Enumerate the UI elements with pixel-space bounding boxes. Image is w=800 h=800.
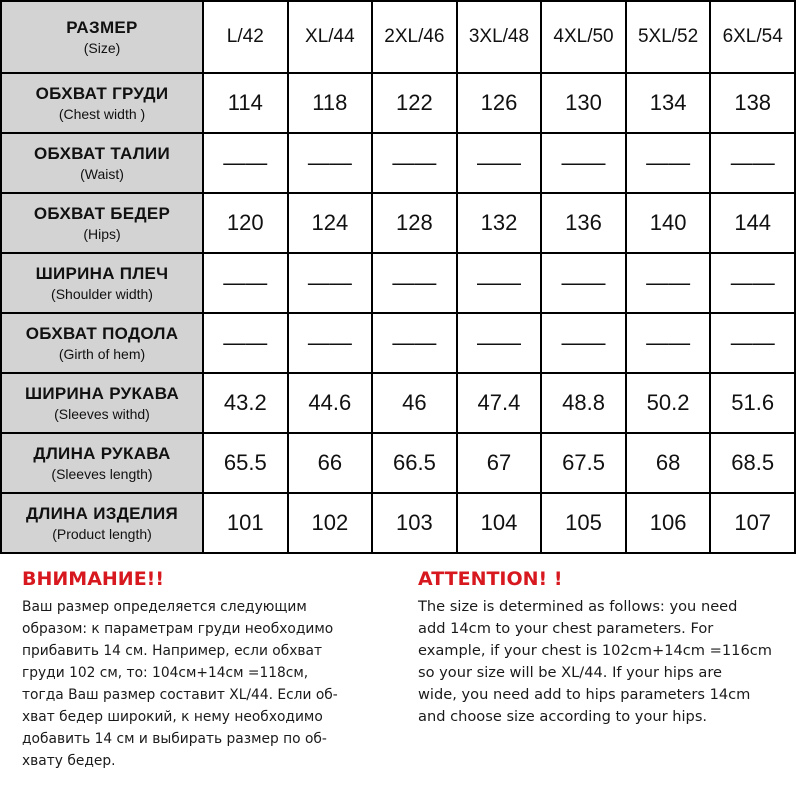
measurement-cell: —— — [203, 133, 288, 193]
row-label — [1, 73, 203, 133]
row-label — [1, 193, 203, 253]
notice-line: образом: к параметрам груди необходимо — [22, 621, 334, 637]
row-label — [1, 133, 203, 193]
size-header-row — [1, 1, 795, 73]
row-label-ru: ДЛИНА ИЗДЕЛИЯ — [25, 504, 179, 523]
measurement-cell: 132 — [457, 193, 542, 253]
row-label — [1, 493, 203, 553]
measurement-cell: 68 — [626, 433, 711, 493]
row-label — [1, 313, 203, 373]
row-label — [1, 253, 203, 313]
measurement-cell: —— — [372, 133, 457, 193]
notice-line: example, if your chest is 102cm+14cm =116cm — [418, 642, 772, 659]
measurement-cell: —— — [710, 253, 795, 313]
measurement-cell: 47.4 — [457, 373, 542, 433]
row-label — [1, 433, 203, 493]
measurement-cell: 124 — [288, 193, 373, 253]
measurement-cell: 66 — [288, 433, 373, 493]
row-label-en: (Chest width ) — [58, 106, 146, 122]
measurement-cell: 130 — [541, 73, 626, 133]
measurement-cell: 68.5 — [710, 433, 795, 493]
measurement-cell: 107 — [710, 493, 795, 553]
table-row — [1, 373, 795, 433]
row-label-ru: ОБХВАТ ТАЛИИ — [33, 144, 171, 163]
table-row — [1, 253, 795, 313]
measurement-cell: 105 — [541, 493, 626, 553]
row-label-en: (Sleeves withd) — [54, 406, 150, 422]
measurement-cell: 122 — [372, 73, 457, 133]
measurement-cell: 66.5 — [372, 433, 457, 493]
measurement-cell: 44.6 — [288, 373, 373, 433]
row-label-ru: ДЛИНА РУКАВА — [33, 444, 171, 463]
measurement-cell: —— — [288, 133, 373, 193]
notice-line: груди 102 см, то: 104см+14см =118см, — [22, 665, 309, 681]
row-label-ru: ШИРИНА ПЛЕЧ — [35, 264, 169, 283]
size-column-header: L/42 — [203, 1, 288, 73]
table-row — [1, 313, 795, 373]
size-header-label-ru: РАЗМЕР — [66, 18, 138, 37]
measurement-cell: 134 — [626, 73, 711, 133]
measurement-cell: —— — [372, 313, 457, 373]
table-row — [1, 133, 795, 193]
measurement-cell: 67 — [457, 433, 542, 493]
measurement-cell: —— — [626, 253, 711, 313]
measurement-cell: 102 — [288, 493, 373, 553]
row-label-ru: ШИРИНА РУКАВА — [24, 384, 180, 403]
table-row — [1, 493, 795, 553]
notice-line: and choose size according to your hips. — [418, 708, 708, 725]
measurement-cell: 114 — [203, 73, 288, 133]
notice-russian-title: ВНИМАНИЕ!! — [22, 568, 165, 590]
size-column-header: 6XL/54 — [710, 1, 795, 73]
measurement-cell: 101 — [203, 493, 288, 553]
measurement-cell: 144 — [710, 193, 795, 253]
measurement-cell: —— — [541, 313, 626, 373]
table-row — [1, 73, 795, 133]
size-chart-body — [1, 1, 795, 553]
measurement-cell: 103 — [372, 493, 457, 553]
measurement-cell: 65.5 — [203, 433, 288, 493]
table-row — [1, 433, 795, 493]
measurement-cell: —— — [710, 313, 795, 373]
size-column-header: XL/44 — [288, 1, 373, 73]
notice-english-title: ATTENTION! ! — [418, 568, 563, 590]
notice-line: добавить 14 см и выбирать размер по об- — [22, 731, 327, 747]
row-label-ru: ОБХВАТ ГРУДИ — [35, 84, 169, 103]
notice-line: хвату бедер. — [22, 753, 116, 769]
measurement-cell: 104 — [457, 493, 542, 553]
notice-line: add 14cm to your chest parameters. For — [418, 620, 714, 637]
notice-line: хват бедер широкий, к нему необходимо — [22, 709, 323, 725]
notice-line: so your size will be XL/44. If your hips are — [418, 664, 723, 681]
measurement-cell: —— — [626, 313, 711, 373]
notice-line: The size is determined as follows: you need — [418, 598, 738, 615]
notice-line: тогда Ваш размер составит XL/44. Если об- — [22, 687, 338, 703]
size-column-header: 2XL/46 — [372, 1, 457, 73]
measurement-cell: 106 — [626, 493, 711, 553]
measurement-cell: 43.2 — [203, 373, 288, 433]
measurement-cell: —— — [372, 253, 457, 313]
measurement-cell: 46 — [372, 373, 457, 433]
row-label-en: (Shoulder width) — [51, 286, 153, 302]
row-label-en: (Sleeves length) — [51, 466, 153, 482]
size-column-header: 3XL/48 — [457, 1, 542, 73]
measurement-cell: —— — [457, 133, 542, 193]
measurement-cell: —— — [288, 313, 373, 373]
measurement-cell: 136 — [541, 193, 626, 253]
notice-line: прибавить 14 см. Например, если обхват — [22, 643, 323, 659]
measurement-cell: —— — [457, 253, 542, 313]
notice-english-text — [418, 596, 800, 728]
row-label-en: (Product length) — [52, 526, 152, 542]
measurement-cell: 128 — [372, 193, 457, 253]
notice-russian-text — [22, 596, 412, 772]
measurement-cell: 51.6 — [710, 373, 795, 433]
notice-line: wide, you need add to hips parameters 14cm — [418, 686, 751, 703]
measurement-cell: 138 — [710, 73, 795, 133]
row-label-en: (Girth of hem) — [58, 346, 146, 362]
measurement-cell: —— — [626, 133, 711, 193]
notice-line: Ваш размер определяется следующим — [22, 599, 307, 615]
row-label-ru: ОБХВАТ БЕДЕР — [33, 204, 171, 223]
measurement-cell: —— — [541, 133, 626, 193]
row-label — [1, 373, 203, 433]
measurement-cell: 120 — [203, 193, 288, 253]
measurement-cell: —— — [203, 253, 288, 313]
measurement-cell: —— — [710, 133, 795, 193]
notice-english — [418, 566, 800, 728]
measurement-cell: —— — [541, 253, 626, 313]
measurement-cell: 67.5 — [541, 433, 626, 493]
measurement-cell: 126 — [457, 73, 542, 133]
table-row — [1, 193, 795, 253]
row-label-ru: ОБХВАТ ПОДОЛА — [25, 324, 179, 343]
row-label-en: (Hips) — [83, 226, 121, 242]
measurement-cell: 140 — [626, 193, 711, 253]
measurement-cell: 118 — [288, 73, 373, 133]
measurement-cell: —— — [288, 253, 373, 313]
row-label-en: (Waist) — [80, 166, 124, 182]
measurement-cell: 48.8 — [541, 373, 626, 433]
notice-russian — [22, 566, 412, 772]
size-column-header: 4XL/50 — [541, 1, 626, 73]
size-header-label-en: (Size) — [83, 40, 121, 56]
size-header-label — [1, 1, 203, 73]
measurement-cell: 50.2 — [626, 373, 711, 433]
measurement-cell: —— — [457, 313, 542, 373]
measurement-cell: —— — [203, 313, 288, 373]
size-column-header: 5XL/52 — [626, 1, 711, 73]
